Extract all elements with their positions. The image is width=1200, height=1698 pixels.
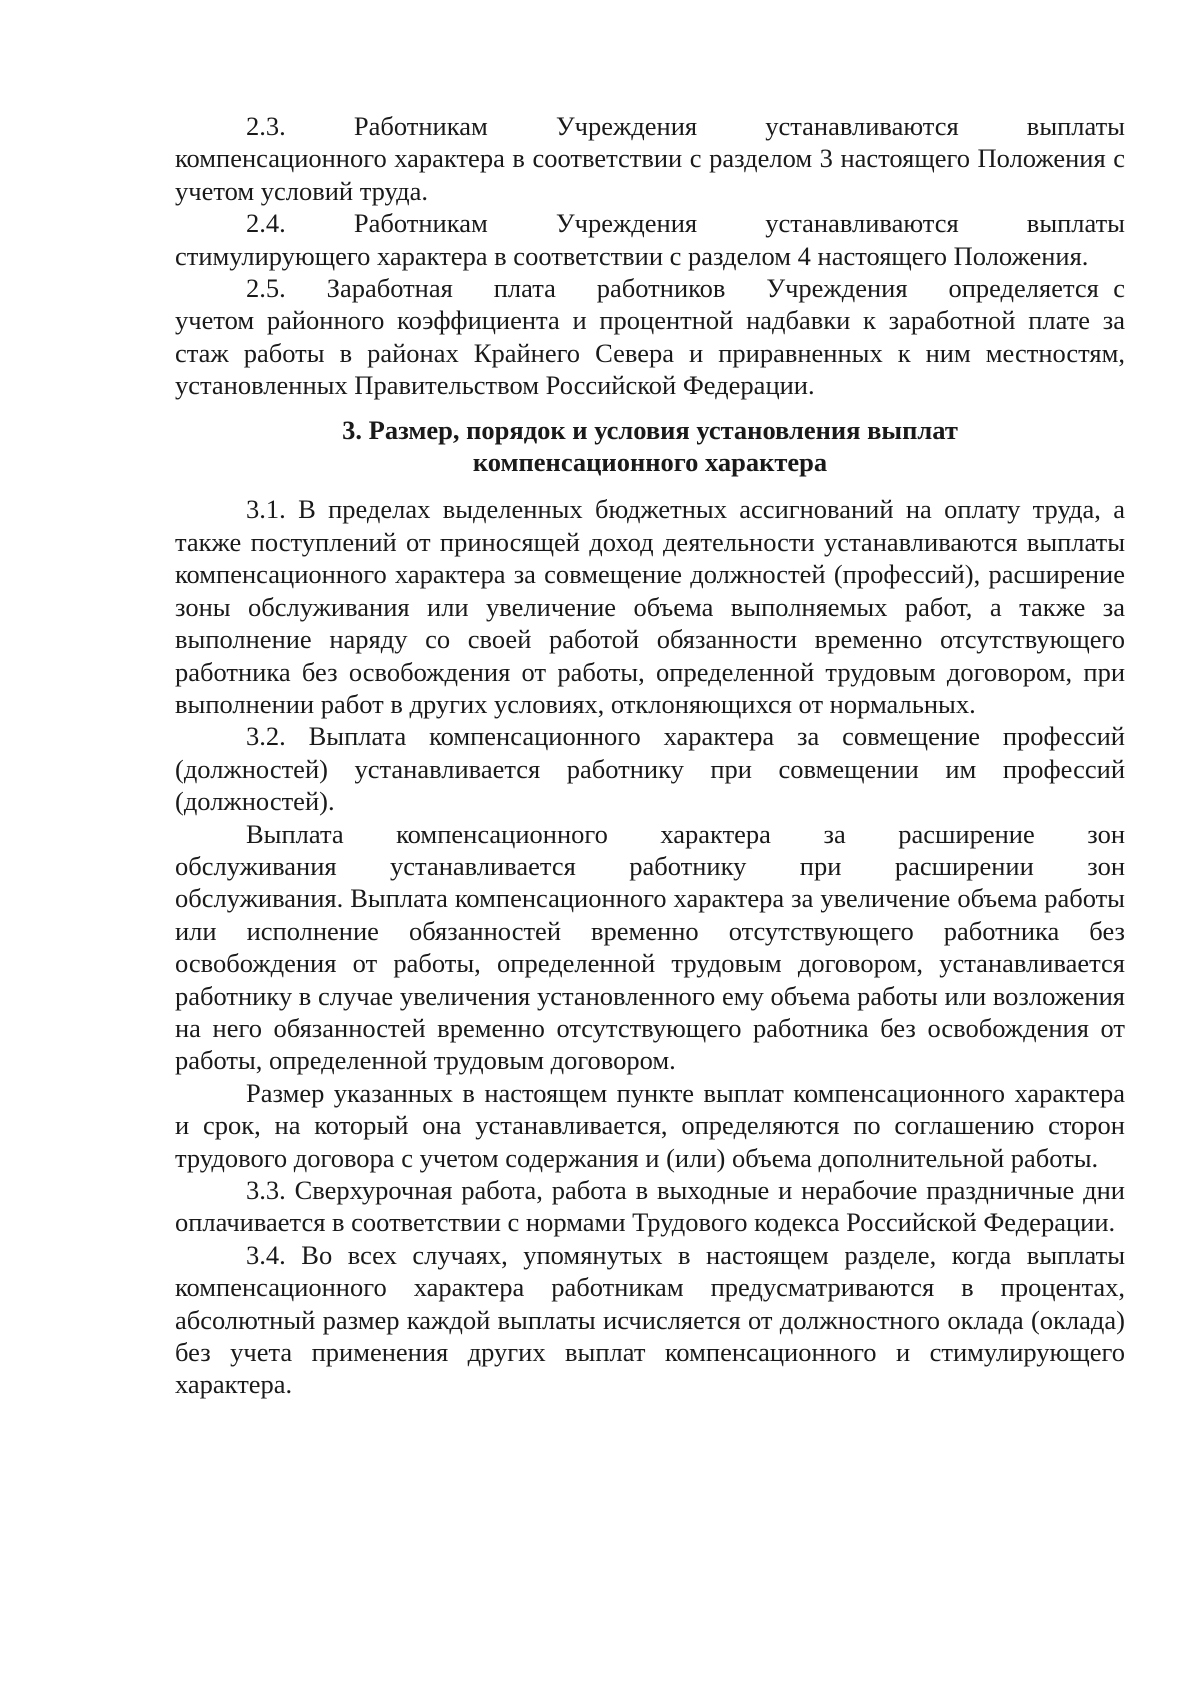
paragraph-3-1: 3.1. В пределах выделенных бюджетных ассигнований на оплату труда, а также поступлений от приносящей доход деятельности устанавливаются выплаты компенсационного характера за совмещение должностей (профессий), расширение зоны обслуживания или увеличение объема выполняемых работ, а также за выполнение наряду со своей работой обязанности временно отсутствующего работника без освобождения от работы, определенной трудовым договором, при выполнении работ в других условиях, отклоняющихся от нормальных. [175, 494, 1125, 719]
section-3-heading [175, 414, 1125, 479]
paragraph-3-2-zones: Выплата компенсационного характера за расширение зон обслуживания устанавливается работнику при расширении зон обслуживания. Выплата компенсационного характера за увеличение объема работы или исполнение обязанностей временно отсутствующего работника без освобождения от работы, определенной трудовым договором, устанавливается работнику в случае увеличения установленного ему объема работы или возложения на него обязанностей временно отсутствующего работника без освобождения от работы, определенной трудовым договором. [175, 818, 1125, 1076]
paragraph-3-4: 3.4. Во всех случаях, упомянутых в настоящем разделе, когда выплаты компенсационного характера работникам предусматриваются в процентах, абсолютный размер каждой выплаты исчисляется от должностного оклада (оклада) без учета применения других выплат компенсационного и стимулирующего характера. [175, 1239, 1125, 1400]
document-page [175, 110, 1125, 1401]
paragraph-3-2: 3.2. Выплата компенсационного характера за совмещение профессий (должностей) устанавливается работнику при совмещении им профессий (должностей). [175, 721, 1125, 817]
section-3-heading-line1: 3. Размер, порядок и условия установления выплат [342, 414, 958, 445]
paragraph-3-3: 3.3. Сверхурочная работа, работа в выходные и нерабочие праздничные дни оплачивается в соответствии с нормами Трудового кодекса Российской Федерации. [175, 1175, 1125, 1238]
paragraph-3-2-size: Размер указанных в настоящем пункте выплат компенсационного характера и срок, на который она устанавливается, определяются по соглашению сторон трудового договора с учетом содержания и (или) объема дополнительной работы. [175, 1077, 1125, 1173]
paragraph-2-3: 2.3. Работникам Учреждения устанавливаются выплаты компенсационного характера в соответствии с разделом 3 настоящего Положения с учетом условий труда. [175, 111, 1125, 206]
section-3-heading-line2: компенсационного характера [472, 447, 828, 478]
paragraph-2-5: 2.5. Заработная плата работников Учреждения определяется с учетом районного коэффициента и процентной надбавки к заработной плате за стаж работы в районах Крайнего Севера и приравненных к ним местностям, установленных Правительством Российской Федерации. [175, 273, 1125, 401]
paragraph-2-4: 2.4. Работникам Учреждения устанавливаются выплаты стимулирующего характера в соответствии с разделом 4 настоящего Положения. [175, 208, 1125, 271]
